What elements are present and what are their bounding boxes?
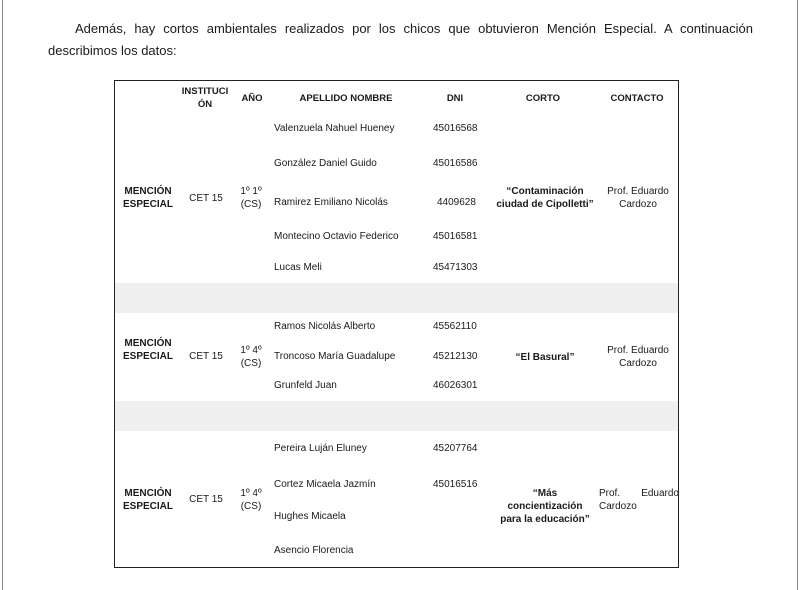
header-anio: AÑO [241,93,263,104]
student-name: Ramirez Emiliano Nicolás [274,197,388,208]
corto-title: “Más concientización para la educación” [500,488,590,525]
mencion-label: MENCIÓN ESPECIAL [122,186,173,210]
student-dni: 45471303 [433,262,478,273]
mencion-label: MENCIÓN ESPECIAL [122,338,173,362]
student-dni: 4409628 [437,197,476,208]
separator-band [115,283,678,313]
contacto-value: Prof. Eduardo Cardozo [607,186,669,210]
anio-value: 1º 1º (CS) [240,186,262,210]
anio-value: 1º 4º (CS) [240,488,262,512]
student-name: Hughes Micaela [274,511,346,522]
page-edge-left [2,0,3,590]
institucion-value: CET 15 [189,193,223,204]
corto-title: “El Basural” [515,352,575,363]
page-edge-right [797,0,798,590]
separator-band [115,401,678,431]
student-name: Ramos Nicolás Alberto [274,321,376,332]
student-dni: 45562110 [433,321,477,332]
header-corto: CORTO [525,93,561,104]
intro-paragraph: Además, hay cortos ambientales realizados por los chicos que obtuvieron Mención Especial. A continuación describimos los datos: [48,21,753,58]
student-name: Lucas Meli [274,262,322,273]
student-dni: 45016581 [433,231,478,242]
header-dni: DNI [446,93,464,104]
mencion-label: MENCIÓN ESPECIAL [122,488,173,512]
student-name: González Daniel Guido [274,158,377,169]
student-name: Asencio Florencia [274,545,354,556]
corto-title: “Contaminación ciudad de Cipolletti” [496,186,594,210]
student-dni: 46026301 [433,380,478,391]
student-name: Grunfeld Juan [274,380,337,391]
institucion-value: CET 15 [189,494,223,505]
header-institucion: INSTITUCI ÓN [181,86,229,110]
student-name: Montecino Octavio Federico [274,231,399,242]
student-dni: 45207764 [433,443,478,454]
contacto-value: Prof. Eduardo Cardozo [607,345,669,369]
contacto-value: Prof. Eduardo Cardozo [599,488,679,512]
header-apellido-nombre: APELLIDO NOMBRE [299,93,393,104]
awards-table [114,80,679,568]
header-contacto: CONTACTO [610,93,664,104]
student-dni: 45016568 [433,123,478,134]
student-name: Pereira Luján Eluney [274,443,367,454]
institucion-value: CET 15 [189,351,223,362]
student-name: Troncoso María Guadalupe [274,351,396,362]
student-name: Cortez Micaela Jazmín [274,479,376,490]
student-dni: 45016516 [433,479,478,490]
student-name: Valenzuela Nahuel Hueney [274,123,395,134]
anio-value: 1º 4º (CS) [240,345,262,369]
student-dni: 45212130 [433,351,478,362]
student-dni: 45016586 [433,158,478,169]
